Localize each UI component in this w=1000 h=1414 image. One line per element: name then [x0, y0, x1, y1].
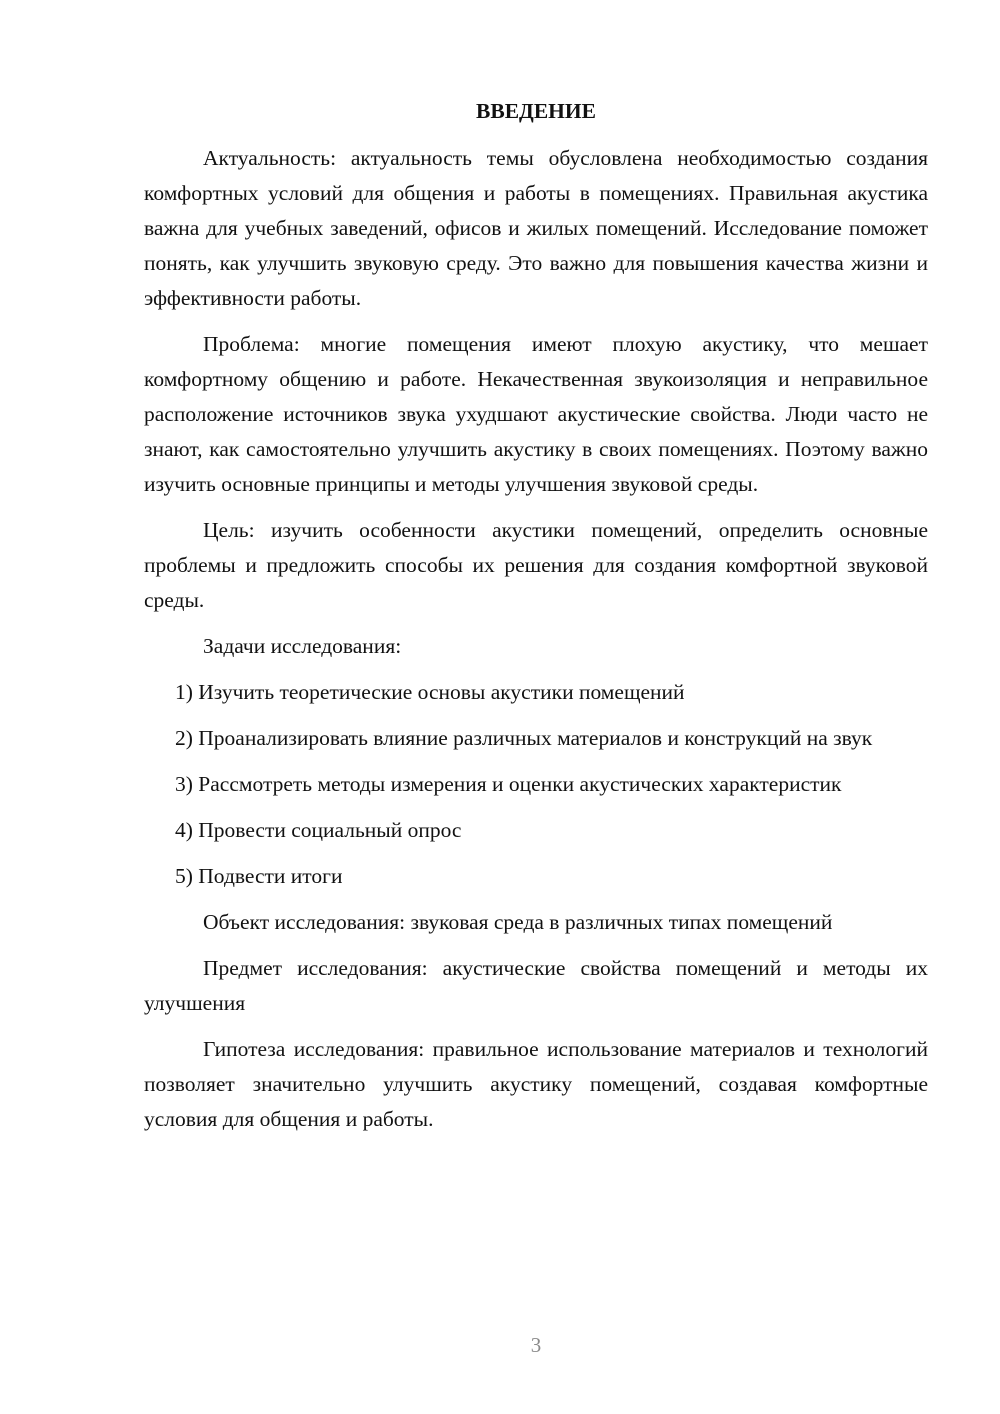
task-item: 4) Провести социальный опрос [175, 818, 462, 842]
task-item: 3) Рассмотреть методы измерения и оценки акустических характеристик [175, 772, 842, 796]
paragraph-hypothesis: Гипотеза исследования: правильное использование материалов и технологий позволяет значительно улучшить акустику помещений, создавая комфортные условия для общения и работы. [144, 1037, 928, 1131]
page-number: 3 [530, 1333, 542, 1357]
paragraph-tasks-heading: Задачи исследования: [203, 634, 402, 658]
paragraph-object: Объект исследования: звуковая среда в различных типах помещений [203, 910, 833, 934]
paragraph-goal: Цель: изучить особенности акустики помещений, определить основные проблемы и предложить способы их решения для создания комфортной звуковой среды. [144, 518, 928, 612]
task-item: 5) Подвести итоги [175, 864, 343, 888]
task-item: 1) Изучить теоретические основы акустики помещений [175, 680, 685, 704]
page-title: ВВЕДЕНИЕ [476, 99, 596, 123]
task-item: 2) Проанализировать влияние различных материалов и конструкций на звук [175, 726, 873, 750]
paragraph-relevance: Актуальность: актуальность темы обусловлена необходимостью создания комфортных условий для общения и работы в помещениях. Правильная акустика важна для учебных заведений, офисов и жилых помещений. Исследование поможет понять, как улучшить звуковую среду. Это важно для повышения качества жизни и эффективности работы. [144, 146, 928, 310]
paragraph-subject: Предмет исследования: акустические свойства помещений и методы их улучшения [144, 956, 928, 1015]
page-content [144, 94, 928, 1148]
paragraph-problem: Проблема: многие помещения имеют плохую акустику, что мешает комфортному общению и работе. Некачественная звукоизоляция и неправильное расположение источников звука ухудшают акустические свойства. Люди часто не знают, как самостоятельно улучшить акустику в своих помещениях. Поэтому важно изучить основные принципы и методы улучшения звуковой среды. [144, 332, 928, 496]
